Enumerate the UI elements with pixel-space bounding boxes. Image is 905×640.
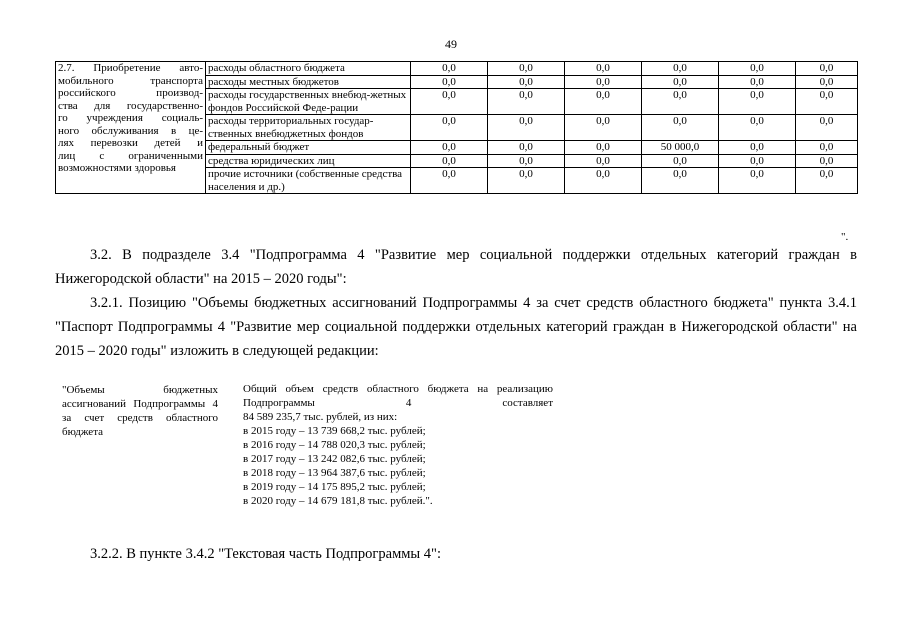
goal-line: российского производ- [58,87,203,99]
value-cell: 0,0 [796,89,858,115]
value-cell: 0,0 [565,89,642,115]
value-cell: 0,0 [719,115,796,141]
value-cell: 0,0 [411,154,488,168]
passport-year-2017: в 2017 году – 13 242 082,6 тыс. рублей; [243,453,426,465]
value-cell: 0,0 [411,115,488,141]
source-cell: расходы территориальных государ-ственных внебюджетных фондов [206,115,411,141]
table-closing-mark: ". [841,231,849,243]
goal-line: лях перевозки детей и [58,137,203,149]
value-cell: 0,0 [565,75,642,89]
value-cell: 0,0 [642,75,719,89]
value-cell: 0,0 [565,154,642,168]
value-cell: 0,0 [796,75,858,89]
funding-table [55,61,858,194]
source-cell: расходы местных бюджетов [206,75,411,89]
source-cell: прочие источники (собственные средства населения и др.) [206,168,411,194]
value-cell: 0,0 [488,75,565,89]
value-cell: 0,0 [565,168,642,194]
goal-line: ного обслуживания в це- [58,124,203,137]
goal-line: возможностями здоровья [58,162,176,174]
goal-line: ства для государственно- [58,99,203,112]
passport-year-2015: в 2015 году – 13 739 668,2 тыс. рублей; [243,425,426,437]
value-cell: 0,0 [796,154,858,168]
value-cell: 0,0 [411,89,488,115]
table-row [56,62,858,76]
goal-cell [56,62,206,194]
value-cell: 0,0 [488,89,565,115]
goal-line: мобильного транспорта [58,74,203,87]
value-cell: 0,0 [642,154,719,168]
value-cell: 0,0 [488,141,565,155]
value-cell: 0,0 [488,115,565,141]
value-cell: 0,0 [488,62,565,76]
passport-year-2020: в 2020 году – 14 679 181,8 тыс. рублей.". [243,495,433,507]
value-cell: 0,0 [411,168,488,194]
passport-intro: Общий объем средств областного бюджета на реализацию Подпрограммы 4 составляет [243,383,553,409]
source-cell: расходы государственных внебюд-жетных фондов Российской Феде-рации [206,89,411,115]
value-cell: 0,0 [719,154,796,168]
passport-total: 84 589 235,7 тыс. рублей, из них: [243,411,398,423]
value-cell: 0,0 [488,154,565,168]
source-cell: средства юридических лиц [206,154,411,168]
value-cell: 0,0 [719,141,796,155]
source-cell: федеральный бюджет [206,141,411,155]
source-cell: расходы областного бюджета [206,62,411,76]
goal-line: 2.7. Приобретение авто- [58,62,203,74]
paragraph-3-2-1: 3.2.1. Позицию "Объемы бюджетных ассигнований Подпрограммы 4 за счет средств областного бюджета" пункта 3.4.1 "Паспорт Подпрограммы 4 "Развитие мер социальной поддержки отдельных категорий граждан в Нижегородской области" на 2015 – 2020 годы" изложить в следующей редакции: [55,295,857,359]
value-cell: 0,0 [796,168,858,194]
value-cell: 0,0 [719,75,796,89]
value-cell: 0,0 [411,62,488,76]
value-cell: 0,0 [411,75,488,89]
value-cell: 0,0 [565,115,642,141]
goal-line: лиц с ограниченными [58,149,203,162]
passport-year-2016: в 2016 году – 14 788 020,3 тыс. рублей; [243,439,426,451]
value-cell: 0,0 [642,89,719,115]
value-cell: 50 000,0 [642,141,719,155]
value-cell: 0,0 [796,115,858,141]
value-cell: 0,0 [719,62,796,76]
value-cell: 0,0 [796,62,858,76]
value-cell: 0,0 [642,115,719,141]
value-cell: 0,0 [642,62,719,76]
goal-line: го учреждения социаль- [58,112,203,124]
value-cell: 0,0 [565,62,642,76]
passport-year-2019: в 2019 году – 14 175 895,2 тыс. рублей; [243,481,426,493]
value-cell: 0,0 [719,168,796,194]
paragraph-3-2-2: 3.2.2. В пункте 3.4.2 "Текстовая часть Подпрограммы 4": [90,546,441,562]
value-cell: 0,0 [796,141,858,155]
value-cell: 0,0 [642,168,719,194]
passport-item-value [243,382,553,508]
value-cell: 0,0 [719,89,796,115]
passport-item-label: "Объемы бюджетных ассигнований Подпрограммы 4 за счет средств областного бюджета [62,384,218,438]
value-cell: 0,0 [565,141,642,155]
value-cell: 0,0 [488,168,565,194]
page-number: 49 [445,37,457,51]
paragraph-3-2: 3.2. В подразделе 3.4 "Подпрограмма 4 "Развитие мер социальной поддержки отдельных категорий граждан в Нижегородской области" на 2015 – 2020 годы": [55,247,857,287]
value-cell: 0,0 [411,141,488,155]
passport-year-2018: в 2018 году – 13 964 387,6 тыс. рублей; [243,467,426,479]
